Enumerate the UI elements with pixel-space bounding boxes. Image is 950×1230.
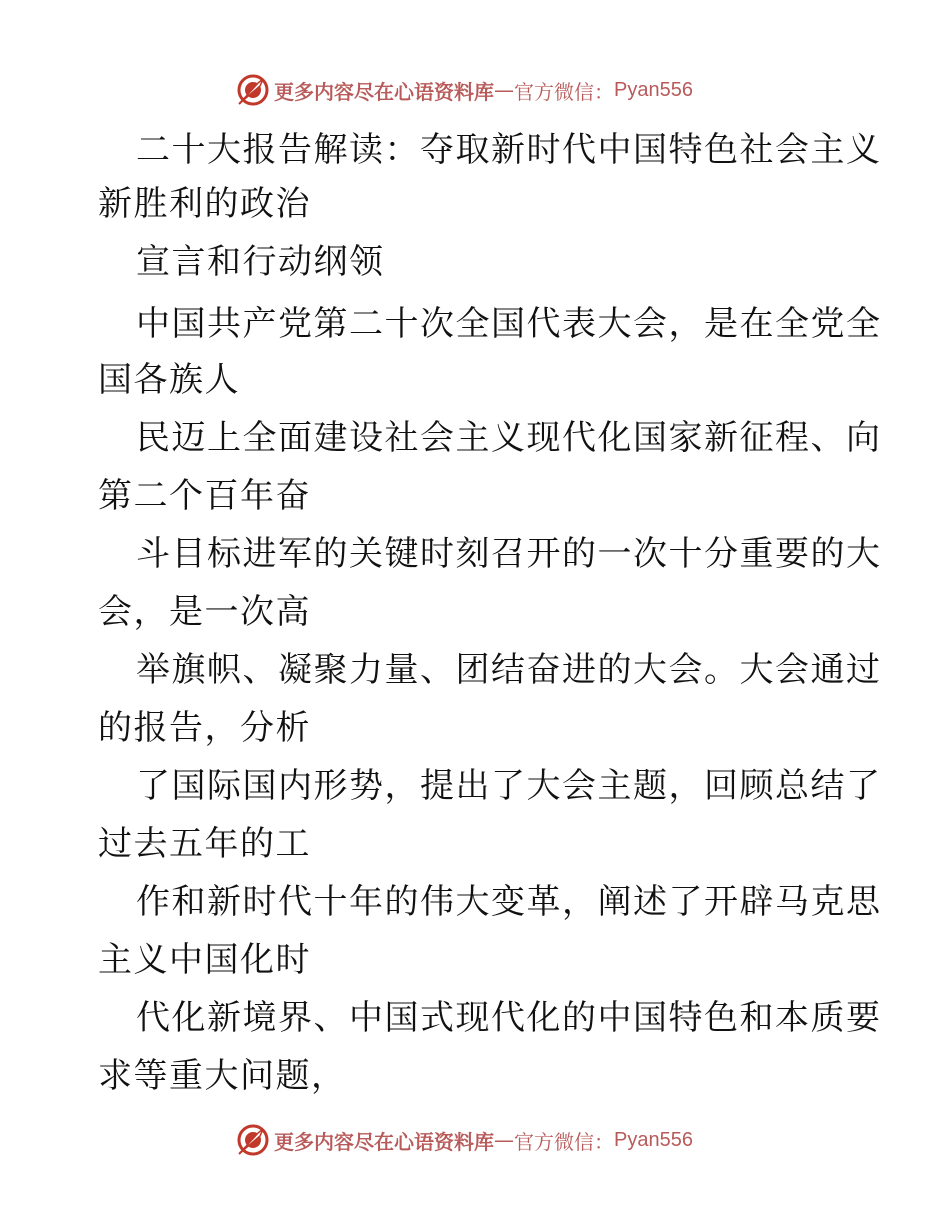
doc-line-2: 新胜利的政治 [98,184,311,224]
doc-line-4: 中国共产党第二十次全国代表大会，是在全党全 [136,304,882,344]
banner-dash: — [494,1128,514,1152]
banner-wechat-label: 官方微信： [514,1129,614,1154]
banner-wechat-id: Pyan556 [614,78,693,101]
footer-watermark-banner [236,1122,756,1158]
doc-line-16: 代化新境界、中国式现代化的中国特色和本质要 [136,998,882,1038]
doc-line-13: 过去五年的工 [98,824,311,864]
doc-line-8: 斗目标进军的关键时刻召开的一次十分重要的大 [136,534,882,574]
doc-line-1: 二十大报告解读：夺取新时代中国特色社会主义 [136,130,882,170]
doc-line-11: 的报告，分析 [98,708,311,748]
banner-dash: — [494,78,514,102]
header-watermark-banner [236,72,756,108]
quill-pen-logo-icon [236,73,270,107]
doc-line-15: 主义中国化时 [98,940,311,980]
doc-line-14: 作和新时代十年的伟大变革，阐述了开辟马克思 [136,882,882,922]
banner-wechat-label: 官方微信： [514,79,614,104]
banner-site-name: 更多内容尽在心语资料库 [274,79,494,104]
doc-line-10: 举旗帜、凝聚力量、团结奋进的大会。大会通过 [136,650,882,690]
banner-wechat-id: Pyan556 [614,1128,693,1151]
doc-line-17: 求等重大问题， [98,1056,347,1096]
quill-pen-logo-icon [236,1123,270,1157]
doc-line-9: 会，是一次高 [98,592,311,632]
doc-line-12: 了国际国内形势，提出了大会主题，回顾总结了 [136,766,882,806]
doc-line-6: 民迈上全面建设社会主义现代化国家新征程、向 [136,418,882,458]
doc-line-7: 第二个百年奋 [98,476,311,516]
banner-site-name: 更多内容尽在心语资料库 [274,1129,494,1154]
doc-line-5: 国各族人 [98,360,240,400]
doc-line-3: 宣言和行动纲领 [136,242,385,282]
